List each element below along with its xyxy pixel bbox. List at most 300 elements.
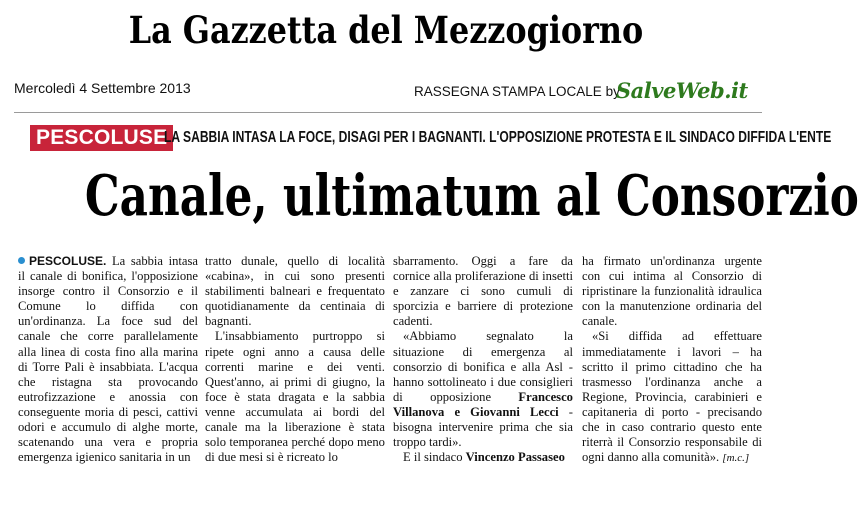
paragraph-4-text-b: intima — [633, 269, 666, 284]
paragraph-1-text — [310, 299, 320, 313]
paragraph-1-text: con — [179, 299, 198, 314]
paragraph-5-text: anche — [713, 374, 744, 389]
paragraph-1-text: anossia — [128, 389, 166, 404]
paragraph-1-text: bagnanti. — [205, 314, 252, 329]
paragraph-5-text — [739, 345, 750, 359]
paragraph-1-text — [143, 314, 154, 328]
paragraph-5-text — [743, 360, 751, 374]
paragraph-1-text: diffida — [121, 299, 155, 314]
paragraph-2-text: perché — [291, 435, 326, 450]
paragraph-1-text: Torre — [32, 359, 60, 374]
paragraph-1-text — [96, 390, 110, 404]
paragraph-2-text: ogni — [242, 344, 266, 359]
paragraph-5-text: caso — [621, 420, 645, 435]
paragraph-5-text: il — [621, 359, 629, 374]
conjunction-text: e — [454, 404, 461, 419]
paragraph-4-text-b — [665, 269, 674, 283]
paragraph-1-text: moria — [84, 404, 115, 419]
paragraph-1-text: accumulo — [61, 420, 111, 435]
paragraph-2-text: Oggi — [471, 254, 497, 268]
salveweb-logo: SalveWeb.it — [616, 78, 748, 103]
paragraph-2-text: due — [217, 450, 237, 465]
paragraph-3-text-a: Asl — [545, 359, 563, 374]
author-signature: [m.c.] — [722, 452, 750, 465]
paragraph-3-text-a: - — [568, 359, 573, 374]
paragraph-5-text — [721, 345, 732, 359]
paragraph-3-text-a: alla — [522, 359, 541, 374]
paragraph-5-text: immediatamente — [582, 344, 666, 359]
paragraph-2-text — [515, 254, 528, 268]
paragraph-2-text — [497, 254, 510, 268]
paragraph-2-text: di — [317, 374, 327, 389]
paragraph-5-text — [654, 405, 661, 419]
paragraph-4-text-b: canale. — [582, 314, 618, 329]
paragraph-1-text: quotidianamente — [205, 299, 289, 314]
paragraph-2-text — [548, 254, 561, 268]
paragraph-2-text: stata — [361, 420, 386, 435]
paragraph-2-text: proliferazione — [455, 269, 526, 284]
paragraph-5-text: ha — [750, 359, 762, 374]
article-headline: Canale, ultimatum al Consorzio — [84, 163, 859, 229]
paragraph-1-text — [74, 435, 85, 449]
paragraph-1-text — [166, 390, 180, 404]
paragraph-5-text: in — [605, 420, 616, 435]
paragraph-1-text: sud — [153, 314, 172, 329]
paragraph-2-text: e — [307, 359, 313, 374]
paragraph-2-text: fare — [528, 254, 548, 268]
paragraph-5-text — [687, 390, 695, 404]
paragraph-1-text: L'acqua — [158, 359, 198, 374]
paragraph-3-text-b: tardi». — [429, 435, 462, 450]
paragraph-1-text: insorge — [18, 284, 55, 299]
paragraph-2-text: è — [234, 389, 240, 404]
paragraph-5-text: comunità». — [662, 450, 720, 465]
paragraph-2-text: dei — [327, 359, 343, 374]
paragraph-2-text: è — [277, 450, 284, 465]
paragraph-5-text — [613, 360, 621, 374]
paragraph-1-text: Consorzio — [117, 284, 170, 299]
paragraph-2-text: barriere — [457, 299, 497, 314]
paragraph-1-text: cui — [284, 269, 301, 284]
paragraph-1-text: che — [18, 374, 36, 389]
paragraph-1-text: e — [50, 420, 57, 435]
paragraph-1-text — [135, 435, 146, 449]
paragraph-3-text-b: prima — [499, 420, 529, 435]
paragraph-3-text-a: emergenza — [491, 344, 546, 359]
rassegna-label: RASSEGNA STAMPA LOCALE by — [414, 84, 620, 99]
paragraph-2-text: è — [348, 420, 355, 435]
paragraph-2-text — [293, 360, 307, 374]
paragraph-5-text: ogni — [582, 450, 605, 465]
paragraph-2-text: sabbia — [352, 389, 385, 404]
paragraph-2-text: a — [308, 344, 314, 359]
paragraph-5-text — [666, 345, 677, 359]
paragraph-5-text: ente — [741, 420, 763, 435]
paragraph-2-text — [399, 284, 411, 298]
paragraph-1-text — [50, 329, 60, 343]
paragraph-3-text-a — [403, 390, 430, 404]
paragraph-1-text: igienico — [75, 450, 117, 465]
paragraph-4-text-b — [624, 269, 633, 283]
paragraph-2-text: solo — [205, 435, 226, 450]
paragraph-5-text — [700, 375, 713, 389]
paragraph-3-text-a: la — [563, 329, 573, 344]
paragraph-1-text — [274, 269, 285, 283]
paragraph-1-text: contro — [62, 284, 95, 299]
paragraph-1-text: corre — [87, 329, 114, 344]
paragraph-1-text — [154, 299, 179, 313]
councillor-name-2: Giovanni — [470, 404, 520, 419]
paragraph-3-text-b: sia — [558, 420, 573, 435]
paragraph-2-text — [328, 390, 336, 404]
paragraph-1-text: canale — [30, 269, 63, 284]
paragraph-1-text — [92, 375, 108, 389]
paragraph-4-text-b: ripristinare — [582, 284, 638, 299]
paragraph-4-text-b: la — [605, 299, 615, 314]
paragraph-1-text: e — [177, 284, 184, 299]
paragraph-4-text-a: E — [403, 450, 411, 465]
paragraph-2-text — [469, 284, 481, 298]
paragraph-1-text: quello — [287, 254, 319, 268]
paragraph-1-text — [114, 329, 124, 343]
paragraph-1-text: una — [84, 435, 103, 450]
kicker-tag: PESCOLUSE — [30, 125, 173, 151]
paragraph-2-text: la — [268, 420, 278, 435]
paragraph-5-text — [662, 329, 682, 343]
mayor-name: Vincenzo — [465, 450, 515, 465]
paragraph-2-text — [362, 329, 376, 343]
paragraph-5-text: scritto — [582, 359, 614, 374]
paragraph-5-text: precisando — [707, 404, 763, 419]
paragraph-1-text: sta — [108, 374, 123, 389]
paragraph-1-text: «cabina», — [205, 269, 254, 284]
paragraph-3-text-a: segnalato — [486, 329, 534, 344]
paragraph-2-text: giugno, — [332, 374, 371, 389]
paragraph-5-text: il — [617, 435, 625, 450]
councillor-name-2 — [520, 405, 530, 419]
paragraph-1-text: intasa — [168, 254, 199, 268]
paragraph-1-text: lo — [86, 299, 96, 314]
paragraph-2-text — [237, 420, 245, 434]
paragraph-2-text: meno — [357, 435, 385, 450]
paragraph-2-text: si — [266, 450, 275, 465]
paragraph-1-text — [300, 269, 311, 283]
paragraph-2-text: anno — [274, 344, 300, 359]
paragraph-1-text: di — [118, 404, 129, 419]
paragraph-2-text: protezione — [519, 299, 573, 314]
paragraph-1-text: Pali — [64, 359, 85, 374]
paragraph-1-text: centinaia — [320, 299, 366, 314]
paragraph-1-text: cattivi — [166, 404, 199, 419]
paragraph-1-text: sono — [310, 269, 335, 284]
paragraph-2-text: cornice — [393, 269, 431, 284]
paragraph-5-text: contrario — [650, 420, 696, 435]
paragraph-2-text: stata — [247, 389, 271, 404]
paragraph-5-text: questo — [701, 420, 735, 435]
paragraph-5-text: primo — [635, 359, 666, 374]
paragraph-1-text: alghe — [132, 420, 160, 435]
paragraph-5-text: di — [752, 435, 762, 450]
paragraph-1-text: parallelamente — [123, 329, 199, 344]
paragraph-3-text-a — [472, 345, 491, 359]
paragraph-2-text — [458, 254, 471, 268]
paragraph-2-text: primi — [284, 374, 312, 389]
paragraph-5-text — [609, 329, 629, 343]
masthead-title: La Gazzetta del Mezzogiorno — [128, 8, 644, 52]
mayor-name: Passaseo — [518, 450, 565, 465]
paragraph-4-text-b — [715, 254, 725, 268]
paragraph-2-text: e — [322, 389, 329, 404]
paragraph-1-text — [61, 299, 86, 313]
paragraph-1-text: emergenza — [18, 450, 73, 465]
paragraph-2-text: delle — [360, 344, 385, 359]
paragraph-2-text: si — [376, 329, 385, 344]
paragraph-1-text — [319, 254, 329, 268]
paragraph-2-text: cadenti. — [393, 314, 433, 329]
paragraph-3-text-a: di — [447, 359, 458, 374]
paragraph-2-text — [354, 420, 362, 434]
article-column-3 — [393, 254, 573, 470]
paragraph-3-text-a: e — [510, 359, 517, 374]
paragraph-1-text: alla — [140, 344, 159, 359]
paragraph-3-text-a: due — [497, 374, 516, 389]
paragraph-4-text-b — [641, 254, 651, 268]
paragraph-3-text-a: «Abbiamo — [403, 329, 457, 344]
paragraph-2-text — [351, 345, 360, 359]
paragraph-2-text — [265, 345, 274, 359]
paragraph-1-text — [151, 435, 162, 449]
paragraph-3-text-a — [545, 345, 564, 359]
paragraph-4-text-b: cui — [608, 269, 625, 284]
paragraph-1-text: e — [145, 435, 152, 450]
paragraph-3-text-b: che — [535, 420, 553, 435]
paragraph-4-text-b — [744, 269, 753, 283]
paragraph-2-text: ai — [313, 404, 323, 419]
paragraph-3-text-a: di — [393, 389, 403, 404]
paragraph-2-text: sporcizia — [393, 299, 439, 314]
paragraph-5-text — [628, 360, 636, 374]
paragraph-2-text: causa — [323, 344, 352, 359]
paragraph-5-text — [681, 345, 692, 359]
paragraph-3-text-a: consorzio — [393, 359, 442, 374]
paragraph-1-text — [232, 254, 242, 268]
paragraph-1-text: fino — [115, 344, 136, 359]
paragraph-1-text: tratto — [205, 254, 232, 268]
paragraph-2-text — [552, 284, 564, 298]
paragraph-5-text: che — [725, 359, 743, 374]
paragraph-1-text — [115, 390, 129, 404]
paragraph-4-text-b: un'ordinanza — [650, 254, 715, 268]
paragraph-2-text — [315, 390, 323, 404]
paragraph-3-text-b: bisogna — [393, 420, 433, 435]
paragraph-1-text — [110, 314, 121, 328]
paragraph-4-text-b — [594, 254, 604, 268]
paragraph-1-text — [103, 435, 114, 449]
paragraph-5-text — [637, 405, 644, 419]
paragraph-1-text: sanitaria — [119, 450, 162, 465]
paragraph-1-text: La — [111, 254, 126, 268]
paragraph-1-text: è — [89, 359, 95, 374]
paragraph-5-text — [717, 360, 725, 374]
paragraph-2-text: alla — [433, 269, 452, 284]
paragraph-5-text: l'ordinanza — [644, 374, 701, 389]
article-column-2 — [205, 254, 385, 470]
paragraph-3-text-b: troppo — [393, 435, 426, 450]
paragraph-1-text — [170, 284, 178, 298]
publication-date: Mercoledì 4 Settembre 2013 — [14, 80, 191, 96]
paragraph-1-text — [183, 284, 191, 298]
paragraph-2-text: e — [393, 284, 399, 299]
paragraph-5-text: carabinieri — [694, 389, 749, 404]
paragraph-4-text-b: idraulica — [717, 284, 763, 299]
paragraph-5-text: capitaneria — [582, 404, 638, 419]
paragraph-5-text — [694, 329, 714, 343]
councillor-name-1: Villanova — [393, 404, 445, 419]
paragraph-1-text — [122, 375, 138, 389]
paragraph-2-text: venti. — [356, 359, 385, 374]
paragraph-5-text: danno — [607, 450, 639, 465]
paragraph-2-text: marine — [258, 359, 294, 374]
paragraph-5-text: - — [695, 404, 701, 419]
paragraph-3-text-a: opposizione — [430, 389, 492, 404]
paragraph-2-text: venne — [205, 404, 236, 419]
paragraph-3-text-b: intervenire — [438, 420, 494, 435]
paragraph-1-text: il — [102, 284, 110, 299]
paragraph-2-text — [313, 360, 327, 374]
paragraph-1-text — [35, 375, 51, 389]
paragraph-1-text: di — [328, 254, 339, 268]
paragraph-2-text — [314, 345, 323, 359]
article-column-1 — [18, 254, 198, 470]
paragraph-3-text-a: i — [490, 374, 494, 389]
bullet-icon — [18, 257, 25, 264]
paragraph-1-text: di — [18, 359, 28, 374]
paragraph-1-text: ristagna — [51, 374, 92, 389]
paragraph-2-text: da — [561, 254, 573, 268]
paragraph-2-text — [299, 345, 308, 359]
paragraph-4-text-b: Consorzio — [691, 269, 744, 284]
paragraph-4-text-b — [600, 269, 609, 283]
paragraph-1-text: vera — [113, 435, 135, 450]
paragraph-5-text: alla — [641, 450, 660, 465]
paragraph-2-text — [303, 405, 313, 419]
paragraph-5-text: Provincia, — [635, 389, 687, 404]
paragraph-1-text: un — [177, 450, 191, 465]
paragraph-5-text — [688, 405, 695, 419]
paragraph-1-text: costa — [84, 344, 111, 359]
paragraph-2-text — [277, 420, 285, 434]
paragraph-2-text: insetti — [542, 269, 573, 284]
paragraph-1-text: che — [60, 329, 78, 344]
paragraph-2-text — [449, 284, 461, 298]
paragraph-1-text: in — [165, 450, 175, 465]
paragraph-2-text — [260, 420, 268, 434]
paragraph-1-text — [171, 314, 182, 328]
paragraph-2-text: e — [445, 299, 451, 314]
paragraph-5-text: a — [756, 374, 762, 389]
paragraph-1-text: di — [70, 344, 80, 359]
paragraph-2-text — [234, 345, 243, 359]
paragraph-1-text: linea — [40, 344, 66, 359]
paragraph-2-text: ma — [244, 420, 261, 435]
paragraph-1-text: del — [182, 314, 198, 329]
paragraph-1-text — [334, 269, 345, 283]
paragraph-2-text: la — [375, 374, 385, 389]
paragraph-1-text: e — [109, 389, 116, 404]
councillor-name-2: Lecci — [530, 404, 559, 419]
paragraph-4-text-b: funzionalità — [653, 284, 715, 299]
paragraph-2-text: zanzare — [410, 284, 449, 299]
paragraph-5-text — [743, 375, 756, 389]
paragraph-1-text: frequentato — [327, 284, 385, 299]
paragraph-5-text: di — [644, 404, 655, 419]
paragraph-5-text: lavori — [691, 344, 722, 359]
paragraph-1-text: l'opposizione — [131, 269, 199, 284]
paragraph-5-text: Regione, — [582, 389, 628, 404]
paragraph-1-text: località — [347, 254, 386, 268]
paragraph-4-text-a: sindaco — [424, 450, 463, 465]
paragraph-2-text: mesi — [239, 450, 264, 465]
paragraph-4-text-b: con — [582, 299, 601, 314]
paragraph-1-text: sabbia — [130, 254, 164, 268]
paragraph-3-text-a: bonifica — [463, 359, 505, 374]
paragraph-1-text: in — [264, 269, 275, 284]
paragraph-1-text — [366, 299, 376, 313]
paragraph-2-text — [345, 390, 353, 404]
paragraph-4-text-b: con — [582, 269, 601, 284]
paragraph-2-text: dragata — [278, 389, 316, 404]
paragraph-2-text: di — [205, 450, 215, 465]
paragraph-1-text: pesci, — [132, 404, 163, 419]
paragraph-1-text: propria — [161, 435, 198, 450]
paragraph-1-text: eutrofizzazione — [18, 389, 96, 404]
paragraph-2-text: accumulata — [245, 404, 303, 419]
paragraph-2-text: la — [336, 389, 346, 404]
paragraph-5-text: trasmesso — [582, 374, 632, 389]
paragraph-1-text — [86, 314, 97, 328]
paragraph-2-text — [235, 405, 245, 419]
paragraph-1-text — [55, 284, 63, 298]
paragraph-2-text: Quest'anno, — [205, 374, 265, 389]
paragraph-2-text — [322, 405, 332, 419]
header-divider — [14, 112, 762, 113]
article-column-4 — [582, 254, 762, 470]
paragraph-1-text: balneari — [270, 284, 311, 299]
paragraph-2-text: sbarramento. — [393, 254, 459, 268]
paragraph-5-text: responsabile — [684, 435, 748, 450]
paragraph-2-text — [244, 360, 258, 374]
paragraph-3-text-a: hanno — [393, 374, 424, 389]
paragraph-2-text: di — [529, 269, 539, 284]
paragraph-3-text-a: al — [563, 344, 573, 359]
paragraph-1-text: il — [18, 269, 25, 284]
paragraph-1-text — [254, 269, 265, 283]
paragraph-1-text — [95, 284, 103, 298]
paragraph-4-text-b: firmato — [603, 254, 641, 268]
paragraph-2-text — [505, 284, 517, 298]
paragraph-2-text: di — [563, 284, 573, 299]
paragraph-3-text-a — [456, 329, 486, 343]
paragraph-5-text — [632, 375, 645, 389]
paragraph-2-text: L'insabbiamento — [215, 329, 299, 344]
paragraph-3-text-a: di — [462, 344, 473, 359]
paragraph-4-text-b: urgente — [724, 254, 762, 268]
paragraph-2-text: temporanea — [229, 435, 289, 450]
dateline: PESCOLUSE. — [29, 254, 107, 268]
paragraph-1-text — [110, 284, 118, 298]
paragraph-1-text: La — [96, 314, 111, 329]
paragraph-5-text — [627, 390, 635, 404]
